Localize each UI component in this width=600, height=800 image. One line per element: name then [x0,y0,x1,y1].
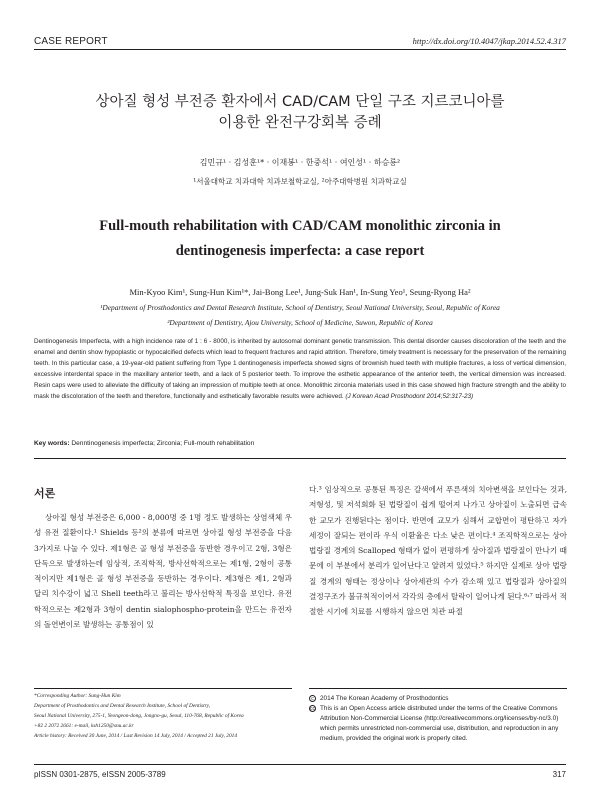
keywords-text: Denntinogenesis imperfecta; Zirconia; Full-mouth rehabilitation [69,440,255,447]
abstract [34,337,566,402]
author-contact: +82 2 2072 2661: e-mail, ksh1250@snu.ac.kr [34,722,134,729]
corresponding-author: *Corresponding Author: Sung-Hun Kim [34,693,121,699]
body-column-left [34,510,292,632]
korean-affiliation: ¹서울대학교 치과대학 치과보철학교실, ²아주대학병원 치과학교실 [193,177,407,186]
english-title-line-2: dentinogenesis imperfecta: a case report [175,243,425,259]
korean-title-line-1: 상아질 형성 부전증 환자에서 CAD/CAM 단일 구조 지르코니아를 [95,94,505,110]
article-type-label: CASE REPORT [34,36,108,47]
body-paragraph-right: 다.³ 임상적으로 공통된 특징은 갈색에서 푸른색의 치아변색을 보인다는 것과, 저형성, 및 저석회화 된 법랑질이 쉽게 떨어져 나가고 상아질이 노출되면 급속한 교모가 진행된다는 점이다. 반면에 교모가 심해서 교합면이 평탄하고 자가 세정이 잘되는 편이라 우식 이환율은 다소 낮은 편이다.⁴ 조직학적으로는 상아 법랑질 경계의 Scalloped 형태가 없이 편평하게 상아질과 법랑질이 만나기 때문에 이 부분에서 분리가 일어난다고 알려져 있었다.⁵ 하지만 실제로 상아 법랑질 경계의 형태는 정상이나 상아세관의 수가 감소해 있고 법랑질과 상아질의 결정구조가 불규칙적이어서 각각의 층에서 탈락이 일어나게 된다.⁶˒⁷ 따라서 적절한 시기에 치료를 시행하지 않으면 치관 파절 [309,485,567,617]
page-number: 317 [552,770,566,779]
english-affiliation-1: ¹Department of Prosthodontics and Dental Research Institute, School of Dentistry, Seoul National University, Seoul, Republic of Korea [100,303,500,312]
body-column-right [309,482,567,620]
abstract-text: Dentinogenesis Imperfecta, with a high incidence rate of 1 : 6 - 8000, is inherited by autosomal dominant genetic transmission. This dental disorder causes discoloration of the teeth and the enamel and dentin show hypoplastic or hypocalcified defects which lead to frequent fractures and rapid attrition. Therefore, timely treatment is necessary for the preservation of the remaining teeth. In this particular case, a 19-year-old patient suffering from Type 1 dentinogenesis imperfecta showed signs of brownish hued teeth with multiple fractures, a loss of vertical dimension, excessive interdental space in the maxillary anterior teeth, and a lack of 5 posterior teeth. To improve the esthetic appearance of the anterior teeth, the vertical dimension was increased. Resin caps were used to alleviate the difficulty of taking an impression of multiple teeth at once. Monolithic zirconia materials used in this case showed high fracture strength and the ability to mask the discoloration of the teeth and therefore, functionally and esthetically favorable results were achieved. [34,338,566,400]
korean-title [40,92,560,134]
body-paragraph-left: 상아질 형성 부전증은 6,000 - 8,000명 중 1명 정도 발생하는 상염색체 우성 유전 질환이다.¹ Shields 등²의 분류에 따르면 상아질 형성 부전증을 다음 3가지로 나눌 수 있다. 제1형은 골 형성 부전증을 동반한 경우이고 2형, 3형은 단독으로 발생하는데 임상적, 조직학적, 방사선학적으로는 제1형, 2형이 공통적이지만 제1형은 골 형성 부전증을 동반하는 경우이다. 제3형은 제1, 2형과 달리 치수강이 넓고 Shell teeth라고 불리는 방사선학적 특징을 보인다. 유전학적으로는 제2형과 3형이 dentin sialophospho-protein을 만드는 유전자의 돌연변이로 발생하는 공통점이 있 [34,513,292,630]
abstract-citation: (J Korean Acad Prosthodont 2014;52:317-23) [345,392,474,400]
license-text: This is an Open Access article distributed under the terms of the Creative Commons Attribution Non-Commercial License (http://creativecommons.org/licenses/by-nc/3.0) which permits unrestricted non-commercial use, distribution, and reproduction in any medium, provided the original work is properly cited. [320,704,559,742]
english-title [40,214,560,264]
section-rule [34,458,566,459]
korean-title-line-2: 이용한 완전구강회복 증례 [218,115,382,131]
doi-link[interactable]: http://dx.doi.org/10.4047/jkap.2014.52.4.317 [412,36,566,46]
keywords [34,440,566,447]
section-title-introduction: 서론 [34,487,56,500]
license-row [309,704,567,744]
issn: pISSN 0301-2875, eISSN 2005-3789 [34,770,166,779]
article-history: Article history: Received 30 June, 2014 / Last Revision 14 July, 2014 / Accepted 21 July, 2014 [34,732,238,739]
copyright-icon: c [309,695,316,702]
english-affiliation-2: ²Department of Dentistry, Ajou University, School of Medicine, Suwon, Republic of Korea [167,318,433,327]
footer-rule [34,764,566,765]
author-department: Department of Prosthodontics and Dental Research Institute, School of Dentistry, [34,702,211,709]
author-address: Seoul National University, 275-1, Yeongeon-dong, Jongno-gu, Seoul, 110-768, Republic of Korea [34,712,244,719]
license-block [309,694,567,744]
license-rule [309,688,567,689]
corresponding-footnote [34,692,304,742]
english-authors: Min-Kyoo Kim¹, Sung-Hun Kim¹*, Jai-Bong Lee¹, Jung-Suk Han¹, In-Sung Yeo¹, Seung-Ryong Ha² [129,287,471,297]
korean-authors: 김민규¹ · 김성훈¹* · 이재봉¹ · 한중석¹ · 여인성¹ · 하승룡² [199,158,401,167]
copyright-row [309,694,567,704]
footnote-rule [34,688,292,689]
keywords-label: Key words: [34,440,70,447]
header-rule [34,49,566,50]
copyright-text: 2014 The Korean Academy of Prosthodontics [320,695,449,702]
english-title-line-1: Full-mouth rehabilitation with CAD/CAM monolithic zirconia in [99,218,501,234]
creative-commons-icon: cc [310,705,315,712]
